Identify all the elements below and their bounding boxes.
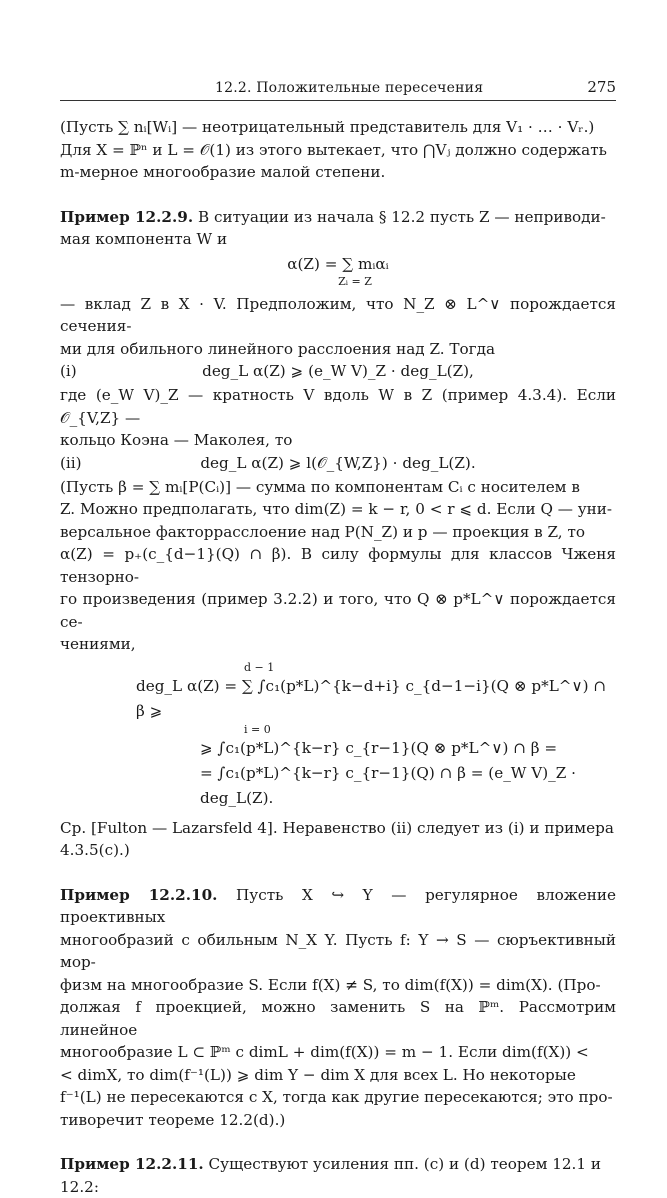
formula-line: = ∫c₁(p*L)^{k−r} c_{r−1}(Q) ∩ β = (e_W V)_Z · deg_L(Z). — [136, 761, 616, 811]
text-line: Ср. [Fulton — Lazarsfeld 4]. Неравенство (ii) следует из (i) и примера — [60, 817, 616, 840]
text-line: должая f проекцией, можно заменить S на ℙᵐ. Рассмотрим линейное — [60, 996, 616, 1041]
running-header — [60, 78, 616, 101]
formula-line: ⩾ ∫c₁(p*L)^{k−r} c_{r−1}(Q ⊗ p*L^∨) ∩ β = — [136, 736, 616, 761]
text-line: го произведения (пример 3.2.2) и того, что Q ⊗ p*L^∨ порождается се- — [60, 588, 616, 633]
page-number: 275 — [587, 78, 616, 96]
formula-subscript: Zᵢ = Z — [60, 273, 616, 291]
display-formula — [136, 662, 616, 811]
text-fragment: Пусть X ↪ Y — регулярное вложение проективных — [60, 886, 616, 927]
formula-line: deg_L α(Z) = ∑ ∫c₁(p*L)^{k−d+i} c_{d−1−i}(Q ⊗ p*L^∨) ∩ β ⩾ — [136, 674, 616, 724]
page-body — [60, 116, 616, 1198]
inequality-ii — [60, 452, 616, 476]
text-line: < dimX, то dim(f⁻¹(L)) ⩾ dim Y − dim X для всех L. Но некоторые — [60, 1064, 616, 1087]
text-line: 4.3.5(c).) — [60, 839, 616, 862]
inequality-i — [60, 360, 616, 384]
example-heading-line — [60, 884, 616, 929]
text-line: тиворечит теореме 12.2(d).) — [60, 1109, 616, 1132]
text-line: m-мерное многообразие малой степени. — [60, 161, 616, 184]
formula-alpha — [60, 255, 616, 291]
equation-label: (ii) — [60, 452, 82, 475]
text-line: где (e_W V)_Z — кратность V вдоль W в Z (пример 4.3.4). Если 𝒪_{V,Z} — — [60, 384, 616, 429]
text-line: чениями, — [60, 633, 616, 656]
text-line: (Пусть ∑ nᵢ[Wᵢ] — неотрицательный представитель для V₁ · … · Vᵣ.) — [60, 116, 616, 139]
example-heading-line — [60, 1153, 616, 1176]
text-line: α(Z) = p₊(c_{d−1}(Q) ∩ β). В силу формулы для классов Чженя тензорно- — [60, 543, 616, 588]
text-line: версальное факторрасслоение над P(N_Z) и p — проекция в Z, то — [60, 521, 616, 544]
equation-label: (i) — [60, 360, 77, 383]
text-line: ми для обильного линейного расслоения над Z. Тогда — [60, 338, 616, 361]
text-line: Для X = ℙⁿ и L = 𝒪(1) из этого вытекает, что ⋂Vⱼ должно содержать — [60, 139, 616, 162]
example-label: Пример 12.2.10. — [60, 886, 217, 904]
section-title: 12.2. Положительные пересечения — [215, 80, 483, 96]
equation: deg_L α(Z) ⩾ l(𝒪_{W,Z}) · deg_L(Z). — [60, 452, 616, 475]
formula-text: α(Z) = ∑ mᵢαᵢ — [60, 255, 616, 273]
text-line: f⁻¹(L) не пересекаются с X, тогда как другие пересекаются; это про- — [60, 1086, 616, 1109]
text-line: физм на многообразие S. Если f(X) ≠ S, то dim(f(X)) = dim(X). (Про- — [60, 974, 616, 997]
text-line: мая компонента W и — [60, 228, 616, 251]
text-line: (Пусть β = ∑ mᵢ[P(Cᵢ)] — сумма по компонентам Cᵢ с носителем в — [60, 476, 616, 499]
text-line: — вклад Z в X · V. Предположим, что N_Z ⊗ L^∨ порождается сечения- — [60, 293, 616, 338]
sum-lower-limit: i = 0 — [136, 724, 616, 736]
text-line: Z. Можно предполагать, что dim(Z) = k − r, 0 < r ⩽ d. Если Q — уни- — [60, 498, 616, 521]
equation: deg_L α(Z) ⩾ (e_W V)_Z · deg_L(Z), — [60, 360, 616, 383]
text-fragment: В ситуации из начала § 12.2 пусть Z — неприводи- — [193, 208, 606, 226]
text-line: 12.2: — [60, 1176, 616, 1198]
text-fragment: Существуют усиления пп. (c) и (d) теорем 12.1 и — [204, 1155, 601, 1173]
example-heading-line — [60, 206, 616, 229]
text-line: многообразий с обильным N_X Y. Пусть f: Y → S — сюръективный мор- — [60, 929, 616, 974]
example-label: Пример 12.2.11. — [60, 1155, 204, 1173]
text-line: многообразие L ⊂ ℙᵐ с dimL + dim(f(X)) = m − 1. Если dim(f(X)) < — [60, 1041, 616, 1064]
sum-upper-limit: d − 1 — [136, 662, 616, 674]
example-label: Пример 12.2.9. — [60, 208, 193, 226]
text-line: кольцо Коэна — Маколея, то — [60, 429, 616, 452]
